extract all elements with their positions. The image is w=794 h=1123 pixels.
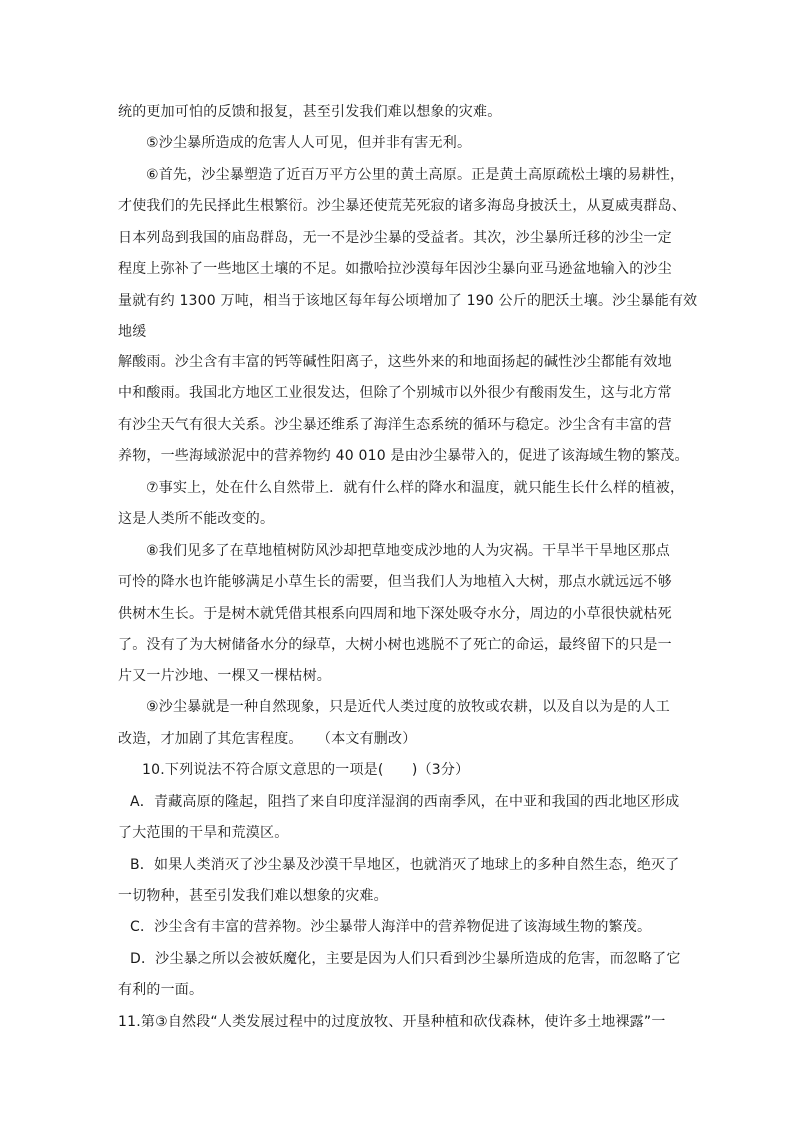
text-line: 养物，一些海域淤泥中的营养物约 40 010 是由沙尘暴带入的，促进了该海域生物的繁茂。 — [118, 448, 689, 464]
text-line: ⑧我们见多了在草地植树防风沙却把草地变成沙地的人为灾祸。干旱半干旱地区那点 — [146, 543, 670, 559]
text-line: 中和酸雨。我国北方地区工业很发达，但除了个别城市以外很少有酸雨发生，这与北方常 — [118, 385, 672, 401]
text-line: 供树木生长。于是树木就凭借其根系向四周和地下深处吸夺水分，周边的小草很快就枯死 — [118, 606, 672, 622]
text-line: 解酸雨。沙尘含有丰富的钙等碱性阳离子，这些外来的和地面扬起的碱性沙尘都能有效地 — [118, 354, 672, 370]
option-d: D．沙尘暴之所以会被妖魔化，主要是因为人们只看到沙尘暴所造成的危害，而忽略了它 — [130, 951, 681, 967]
text-line: 改造，才加剧了其危害程度。 （本文有删改） — [118, 731, 417, 747]
text-line: 程度上弥补了一些地区土壤的不足。如撒哈拉沙漠每年因沙尘暴向亚马逊盆地输入的沙尘 — [118, 261, 672, 277]
text-line: 统的更加可怕的反馈和报复，甚至引发我们难以想象的灾难。 — [118, 104, 502, 120]
option-c: C．沙尘含有丰富的营养物。沙尘暴带人海洋中的营养物促进了该海域生物的繁茂。 — [130, 919, 652, 935]
question-text: 11.第③自然段“人类发展过程中的过度放牧、开垦种植和砍伐森林，使许多土地裸露”一 — [118, 1014, 666, 1030]
text-line: 可怜的降水也许能够满足小草生长的需要，但当我们人为地植入大树，那点水就远远不够 — [118, 574, 672, 590]
text-line: 量就有约 1300 万吨，相当于该地区每年每公顷增加了 190 公斤的肥沃土壤。沙尘暴能有效 — [118, 293, 698, 309]
option-b: B．如果人类消灭了沙尘暴及沙漠干旱地区，也就消灭了地球上的多种自然生态，绝灭了 — [130, 857, 680, 873]
text-line: 了。没有了为大树储备水分的绿草，大树小树也逃脱不了死亡的命运，最终留下的只是一 — [118, 637, 672, 653]
text-line: 有沙尘天气有很大关系。沙尘暴还维系了海洋生态系统的循环与稳定。沙尘含有丰富的营 — [118, 417, 672, 433]
text-line: ⑨沙尘暴就是一种自然现象，只是近代人类过度的放牧或农耕，以及自以为是的人工 — [146, 699, 670, 715]
text-line: 地缓 — [118, 324, 147, 340]
text-line: 日本列岛到我国的庙岛群岛，无一不是沙尘暴的受益者。其次，沙尘暴所迁移的沙尘一定 — [118, 230, 672, 246]
text-line: 才使我们的先民择此生根繁衍。沙尘暴还使荒芜死寂的诸多海岛身披沃土，从夏威夷群岛、 — [118, 198, 686, 214]
question-text: 10.下列说法不符合原文意思的一项是( )（3分） — [142, 762, 470, 778]
text-line: ⑤沙尘暴所造成的危害人人可见，但并非有害无利。 — [146, 135, 472, 151]
option-a: A．青藏高原的隆起，阻挡了来自印度洋湿润的西南季风，在中亚和我国的西北地区形成 — [130, 794, 680, 810]
option-b-continued: 一切物种，甚至引发我们难以想象的灾难。 — [118, 888, 388, 904]
option-d-continued: 有利的一面。 — [118, 982, 204, 998]
text-line: ⑦事实上，处在什么自然带上．就有什么样的降水和温度，就只能生长什么样的植被， — [146, 480, 685, 496]
text-line: ⑥首先，沙尘暴塑造了近百万平方公里的黄土高原。正是黄土高原疏松土壤的易耕性， — [146, 167, 685, 183]
text-line: 这是人类所不能改变的。 — [118, 511, 275, 527]
text-line: 片又一片沙地、一棵又一棵枯树。 — [118, 668, 331, 684]
option-a-continued: 了大范围的干旱和荒漠区。 — [118, 825, 289, 841]
